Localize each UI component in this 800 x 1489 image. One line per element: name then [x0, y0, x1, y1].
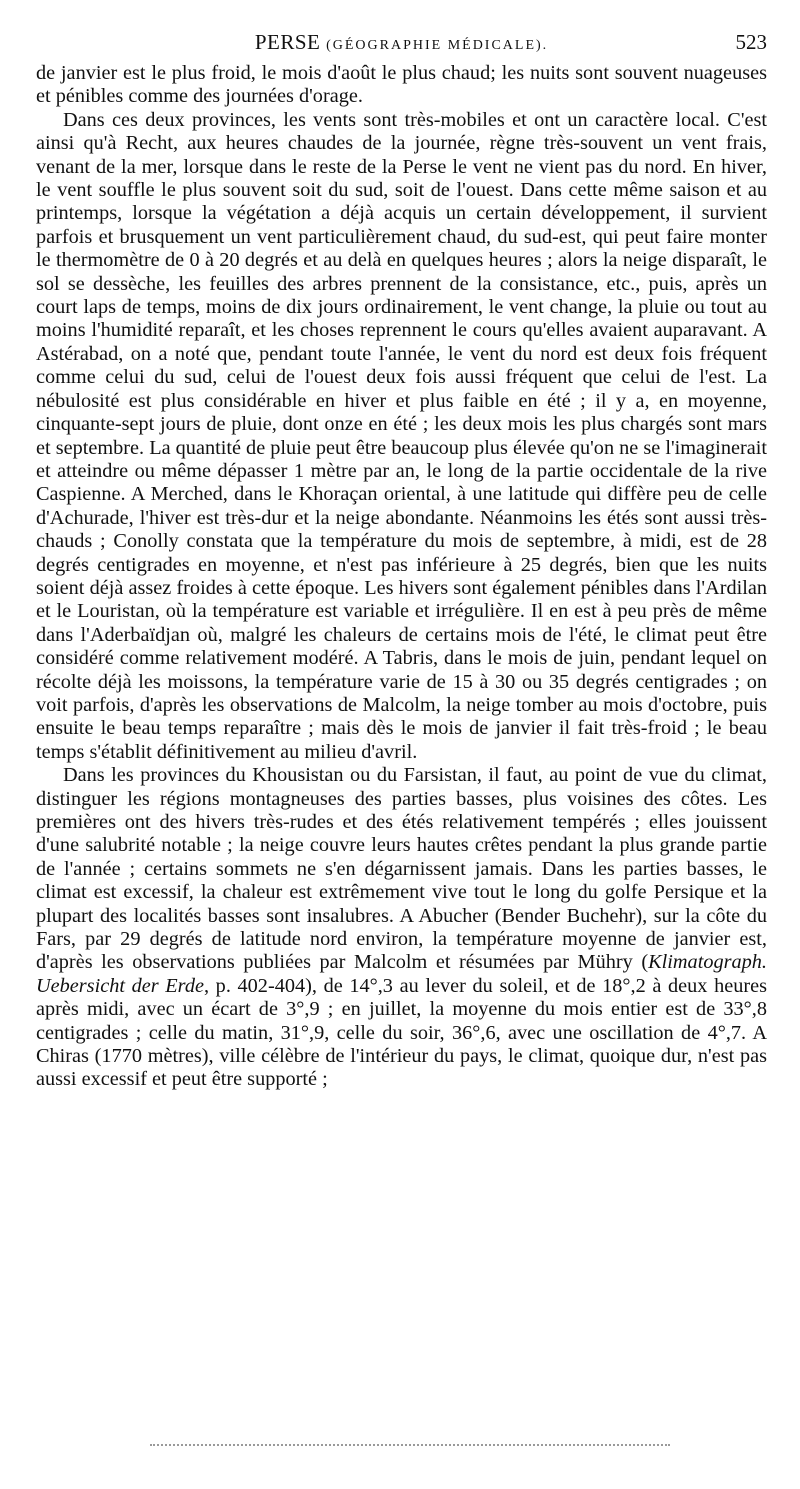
body-text: [36, 62, 767, 1092]
footer-dotted-rule: [150, 1444, 670, 1446]
paragraph-winds-climate: Dans ces deux provinces, les vents sont très-mobiles et ont un caractère local. C'est ainsi qu'à Recht, aux heures chaudes de la journée, règne très-souvent un vent frais, venant de la mer, lorsque dans le reste de la Perse le vent ne vient pas du nord. En hiver, le vent souffle le plus souvent soit du sud, soit de l'ouest. Dans cette même saison et au printemps, lorsque la végétation a déjà acquis un certain développement, il survient parfois et brusquement un vent particulièrement chaud, du sud-est, qui peut faire monter le thermomètre de 0 à 20 degrés et au delà en quelques heures ; alors la neige disparaît, le sol se dessèche, les feuilles des arbres prennent de la consistance, etc., puis, après un court laps de temps, moins de dix jours ordinairement, le vent change, la pluie ou tout au moins l'humidité reparaît, et les choses reprennent le cours qu'elles avaient auparavant. A Astérabad, on a noté que, pendant toute l'année, le vent du nord est deux fois fréquent comme celui du sud, celui de l'ouest deux fois aussi fréquent que celui de l'est. La nébulosité est plus considérable en hiver et plus faible en été ; il y a, en moyenne, cinquante-sept jours de pluie, dont onze en été ; les deux mois les plus chargés sont mars et septembre. La quantité de pluie peut être beaucoup plus élevée qu'on ne se l'imaginerait et atteindre ou même dépasser 1 mètre par an, le long de la partie occidentale de la rive Caspienne. A Merched, dans le Khoraçan oriental, à une latitude qui diffère peu de celle d'Achurade, l'hiver est très-dur et la neige abondante. Néanmoins les étés sont aussi très-chauds ; Conolly constata que la température du mois de septembre, à midi, est de 28 degrés centigrades en moyenne, et n'est pas inférieure à 25 degrés, bien que les nuits soient déjà assez froides à cette époque. Les hivers sont également pénibles dans l'Ardilan et le Louristan, où la température est variable et irrégulière. Il en est à peu près de même dans l'Aderbaïdjan où, malgré les chaleurs de certains mois de l'été, le climat peut être considéré comme relativement modéré. A Tabris, dans le mois de juin, pendant lequel on récolte déjà les moissons, la température varie de 15 à 30 ou 35 degrés centigrades ; on voit parfois, d'après les observations de Malcolm, la neige tomber au mois d'octobre, puis ensuite le beau temps reparaître ; mais dès le mois de janvier il fait très-froid ; le beau temps s'établit définitivement au milieu d'avril.: [36, 108, 767, 763]
citation-title: Klimatograph. Uebersicht der Erde: [36, 951, 767, 997]
running-header: [36, 30, 767, 58]
paragraph-text-part: , p. 402-404), de 14°,3 au lever du soleil, et de 18°,2 à deux heures après midi, avec un écart de 3°,9 ; en juillet, la moyenne du mois entier est de 33°,8 centigrades ; celle du matin, 31°,9, celle du soir, 36°,6, avec une oscillation de 4°,7. A Chiras (1770 mètres), ville célèbre de l'intérieur du pays, le climat, quoique dur, n'est pas aussi excessif et peut être supporté ;: [36, 974, 767, 1091]
paragraph-continued: de janvier est le plus froid, le mois d'août le plus chaud; les nuits sont souvent nuageuses et pénibles comme des journées d'orage.: [36, 62, 767, 108]
page-number: 523: [735, 30, 767, 54]
paragraph-khousistan-farsistan: [36, 764, 767, 1092]
paragraph-text-part: Dans les provinces du Khousistan ou du Farsistan, il faut, au point de vue du climat, distinguer les régions montagneuses des parties basses, plus voisines des côtes. Les premières ont des hivers très-rudes et des étés relativement tempérés ; elles jouissent d'une salubrité notable ; la neige couvre leurs hautes crêtes pendant la plus grande partie de l'année ; certains sommets ne s'en dégarnissent jamais. Dans les parties basses, le climat est excessif, la chaleur est extrêmement vive tout le long du golfe Persique et la plupart des localités basses sont insalubres. A Abucher (Bender Buchehr), sur la côte du Fars, par 29 degrés de latitude nord environ, la température moyenne de janvier est, d'après les observations publiées par Malcolm et résumées par Mühry (: [36, 764, 767, 974]
header-subtitle: (GÉOGRAPHIE MÉDICALE).: [326, 38, 549, 53]
header-title-line: [36, 30, 767, 55]
header-title: PERSE: [254, 30, 321, 54]
